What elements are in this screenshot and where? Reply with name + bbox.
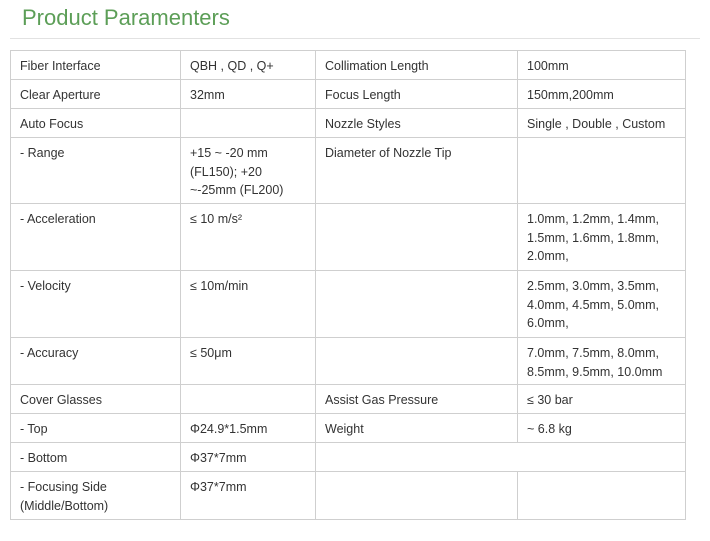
param-value: ≤ 10m/min [181, 271, 316, 338]
param-value [181, 385, 316, 414]
param-value [518, 138, 686, 204]
param-value [181, 109, 316, 138]
title-divider [10, 38, 700, 39]
param-name: Fiber Interface [11, 51, 181, 80]
param-value: Single , Double , Custom [518, 109, 686, 138]
param-value [518, 472, 686, 520]
table-row [11, 138, 686, 204]
param-value: 32mm [181, 80, 316, 109]
param-name: Cover Glasses [11, 385, 181, 414]
page-title: Product Paramenters [22, 5, 230, 30]
param-value: 100mm [518, 51, 686, 80]
param-value: Φ37*7mm [181, 443, 316, 472]
param-value: QBH , QD , Q+ [181, 51, 316, 80]
spec-table [10, 50, 686, 520]
table-row [11, 443, 686, 472]
param-value: 150mm,200mm [518, 80, 686, 109]
param-value: Φ37*7mm [181, 472, 316, 520]
param-name: - Top [11, 414, 181, 443]
param-value: ≤ 10 m/s² [181, 204, 316, 271]
param-value: 1.0mm, 1.2mm, 1.4mm, 1.5mm, 1.6mm, 1.8mm, 2.0mm, [518, 204, 686, 271]
param-value: 7.0mm, 7.5mm, 8.0mm, 8.5mm, 9.5mm, 10.0mm [518, 338, 686, 385]
table-row [11, 385, 686, 414]
param-name [316, 204, 518, 271]
param-value: ≤ 30 bar [518, 385, 686, 414]
param-name [316, 472, 518, 520]
param-name: Focus Length [316, 80, 518, 109]
param-name: Assist Gas Pressure [316, 385, 518, 414]
param-name: - Range [11, 138, 181, 204]
table-row [11, 109, 686, 138]
param-value: Φ24.9*1.5mm [181, 414, 316, 443]
param-name: - Bottom [11, 443, 181, 472]
param-name: Clear Aperture [11, 80, 181, 109]
table-row [11, 51, 686, 80]
table-row [11, 271, 686, 338]
param-name: - Velocity [11, 271, 181, 338]
param-name [316, 271, 518, 338]
param-value: 2.5mm, 3.0mm, 3.5mm, 4.0mm, 4.5mm, 5.0mm, 6.0mm, [518, 271, 686, 338]
param-name: Auto Focus [11, 109, 181, 138]
param-name: Nozzle Styles [316, 109, 518, 138]
table-row [11, 80, 686, 109]
param-name: - Accuracy [11, 338, 181, 385]
param-name: - Focusing Side (Middle/Bottom) [11, 472, 181, 520]
param-name [316, 338, 518, 385]
param-value: +15 ~ -20 mm (FL150); +20 ~-25mm (FL200) [181, 138, 316, 204]
table-row [11, 204, 686, 271]
table-row [11, 472, 686, 520]
table-row [11, 338, 686, 385]
param-name: Weight [316, 414, 518, 443]
param-value [316, 443, 686, 472]
table-row [11, 414, 686, 443]
param-name: Diameter of Nozzle Tip [316, 138, 518, 204]
param-value: ≤ 50μm [181, 338, 316, 385]
param-name: Collimation Length [316, 51, 518, 80]
param-name: - Acceleration [11, 204, 181, 271]
param-value: ~ 6.8 kg [518, 414, 686, 443]
